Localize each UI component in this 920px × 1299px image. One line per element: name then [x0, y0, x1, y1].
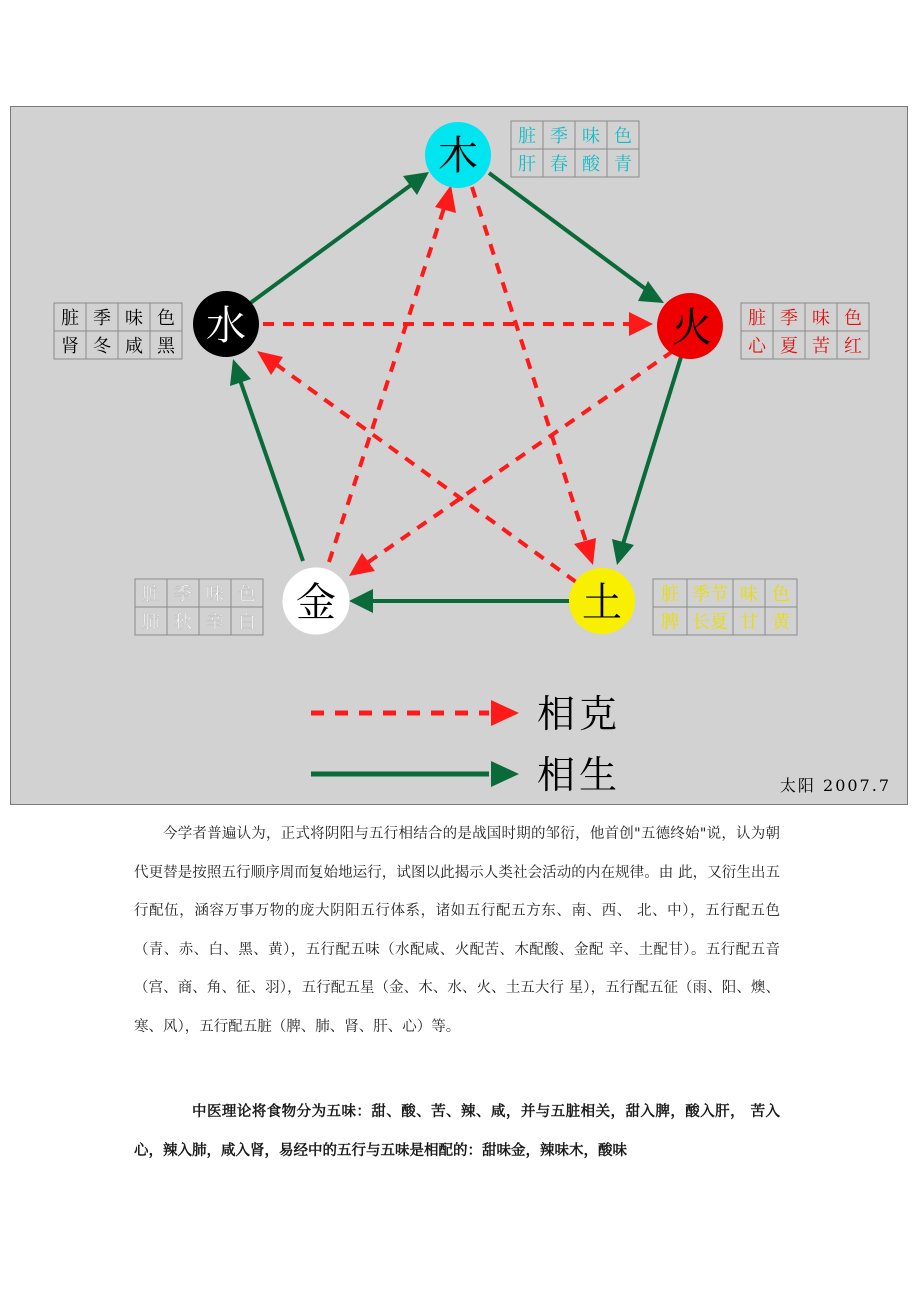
arrowhead-water-to-fire [629, 312, 653, 336]
table-cell-text: 季 [174, 584, 192, 605]
table-cell-text: 季 [93, 308, 111, 329]
table-cell-text: 色 [614, 126, 632, 147]
legend-generating-label: 相生 [537, 753, 622, 797]
arrow-earth-to-water [277, 365, 576, 582]
table-cell-text: 辛 [206, 612, 224, 633]
table-cell-text: 脾 [661, 612, 679, 633]
table-earth [653, 579, 797, 635]
legend [311, 692, 621, 797]
table-cell-text: 白 [238, 612, 256, 633]
table-cell-text: 冬 [93, 336, 111, 357]
table-cell-text: 酸 [582, 154, 600, 175]
arrowhead-water-to-wood [403, 172, 429, 195]
arrow-wood-to-earth [472, 187, 586, 542]
table-water [54, 303, 182, 359]
arrowhead-earth-to-water [257, 351, 283, 375]
table-cell-text: 心 [748, 336, 766, 357]
legend-overcoming-label: 相克 [537, 692, 622, 736]
arrowhead-fire-to-metal [349, 553, 375, 576]
table-cell-text: 味 [125, 308, 143, 329]
arrow-water-to-wood [249, 185, 411, 304]
table-cell-text: 春 [550, 154, 568, 175]
node-fire [657, 293, 723, 359]
table-cell-text: 味 [582, 126, 600, 147]
table-cell-text: 色 [238, 584, 256, 605]
table-cell-text: 味 [740, 584, 758, 605]
table-cell-text: 长夏 [692, 612, 728, 633]
table-cell-text: 色 [157, 308, 175, 329]
arrowhead-metal-to-wood [435, 185, 456, 213]
table-cell-text: 季节 [692, 584, 728, 605]
table-cell-text: 色 [772, 584, 790, 605]
arrow-metal-to-wood [329, 205, 445, 562]
table-cell-text: 味 [206, 584, 224, 605]
attribute-tables [54, 121, 869, 635]
water-label: 水 [206, 303, 246, 349]
table-cell-text: 夏 [780, 336, 798, 357]
arrowhead-metal-to-water [230, 359, 251, 386]
legend-generating-arrowhead [491, 761, 519, 787]
table-cell-text: 青 [614, 154, 632, 175]
table-cell-text: 季 [780, 308, 798, 329]
generating-arrows [230, 172, 681, 613]
table-cell-text: 苦 [812, 336, 830, 357]
arrow-wood-to-fire [489, 173, 647, 290]
arrowhead-wood-to-earth [574, 538, 596, 565]
node-wood [425, 122, 491, 188]
table-cell-text: 脏 [661, 584, 679, 605]
signature: 太阳 2007.7 [779, 776, 891, 795]
table-cell-text: 秋 [174, 612, 192, 633]
node-metal [283, 568, 349, 634]
fire-label: 火 [672, 305, 712, 351]
diagram-canvas [11, 107, 909, 806]
five-elements-diagram [10, 106, 908, 805]
table-cell-text: 咸 [125, 336, 143, 357]
paragraph-five-flavors: 中医理论将食物分为五味：甜、酸、苦、辣、咸，并与五脏相关，甜入脾，酸入肝， 苦入心，辣入肺，咸入肾，易经中的五行与五味是相配的：甜味金，辣味木，酸味 [134, 1104, 780, 1159]
wood-label: 木 [438, 133, 478, 179]
table-cell-text: 黑 [157, 336, 175, 357]
table-cell-text: 脏 [518, 126, 536, 147]
paragraph-five-virtues: 今学者普遍认为，正式将阴阳与五行相结合的是战国时期的邹衍，他首创"五德终始"说，认为朝代更替是按照五行顺序周而复始地运行，试图以此揭示人类社会活动的内在规律。由 此，又衍生出五行配伍，涵容万事万物的庞大阴阳五行体系，诸如五行配五方东、南、西、 北、中），五行配五色（青、赤、白、黑、黄），五行配五味（水配咸、火配苦、木配酸、金配 辛、土配甘）。五行配五音（宫、商、角、征、羽），五行配五星（金、木、水、火、土五大行 星），五行配五征（雨、阳、燠、寒、风），五行配五脏（脾、肺、肾、肝、心）等。 [134, 826, 780, 1035]
table-fire [741, 303, 869, 359]
metal-label: 金 [296, 580, 336, 626]
node-earth [569, 568, 635, 634]
table-cell-text: 甘 [740, 612, 758, 633]
overcoming-arrows [257, 185, 673, 582]
table-cell-text: 肾 [61, 336, 79, 357]
table-metal [135, 579, 263, 635]
arrow-metal-to-water [240, 380, 303, 561]
table-cell-text: 肝 [518, 154, 536, 175]
table-cell-text: 脏 [142, 584, 160, 605]
table-cell-text: 红 [844, 336, 862, 357]
table-cell-text: 脏 [748, 308, 766, 329]
table-wood [511, 121, 639, 177]
arrowhead-earth-to-metal [349, 589, 373, 613]
table-cell-text: 色 [844, 308, 862, 329]
arrowhead-fire-to-earth [612, 539, 634, 565]
table-cell-text: 黄 [772, 612, 790, 633]
table-cell-text: 季 [550, 126, 568, 147]
legend-overcoming-arrowhead [491, 700, 519, 726]
node-water [193, 291, 259, 357]
arrow-fire-to-earth [623, 357, 681, 544]
table-cell-text: 脏 [61, 308, 79, 329]
table-cell-text: 肺 [142, 612, 160, 633]
earth-label: 土 [582, 580, 622, 626]
table-cell-text: 味 [812, 308, 830, 329]
